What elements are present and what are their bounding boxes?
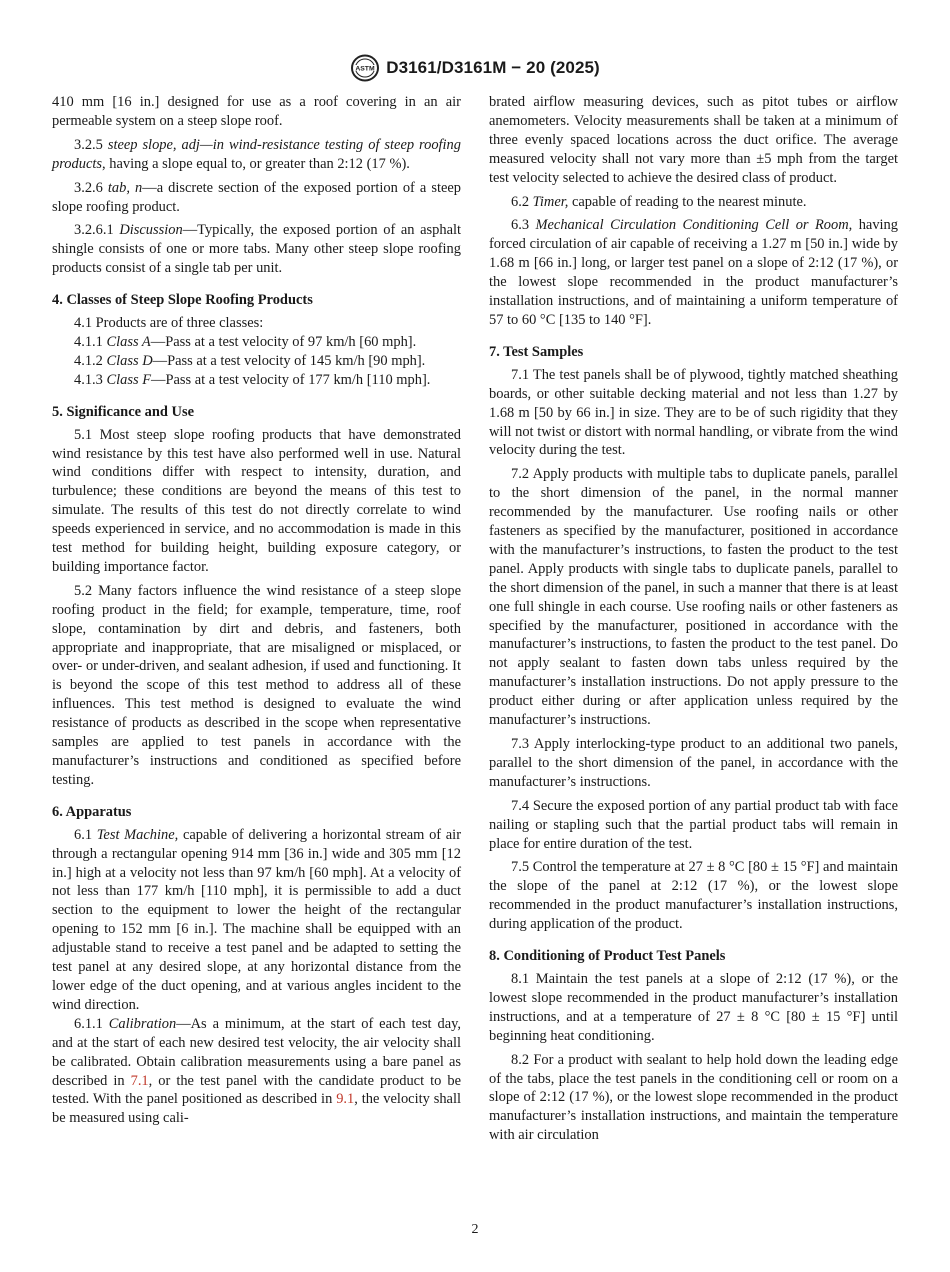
paragraph-8-1: 8.1 Maintain the test panels at a slope of 2:12 (17 %), or the lowest slope recommended in the product manufacturer’s installation instructions, and at a temperature of 27 ± 8 °C [80 ± 15 °F] until beginning heat conditioning.	[489, 970, 898, 1044]
astm-logo-icon	[350, 54, 380, 82]
paragraph-7-4: 7.4 Secure the exposed portion of any partial product tab with face nailing or stapling such that the partial product tabs will remain in place for entire duration of the test.	[489, 797, 898, 852]
paragraph-3-2-5: 3.2.5 steep slope, adj—in wind-resistance testing of steep roofing products, having a slope equal to, or greater than 2:12 (17 %).	[52, 136, 461, 172]
svg-text:ASTM: ASTM	[355, 65, 375, 73]
paragraph-continued: brated airflow measuring devices, such as pitot tubes or airflow anemometers. Velocity measurements shall be taken at a minimum of three evenly spaced locations across the duct orifice. The average measured velocity shall not vary more than ±5 mph from the target test velocity selected to achieve the desired class of product.	[489, 94, 898, 186]
page-header	[0, 54, 950, 87]
left-column	[52, 93, 461, 1133]
section-heading-5: 5. Significance and Use	[52, 403, 194, 420]
paragraph-3-2-6-1: 3.2.6.1 Discussion—Typically, the exposed portion of an asphalt shingle consists of one or more tabs. Many other steep slope roofing products consist of a single tab per unit.	[52, 222, 461, 277]
paragraph-7-1: 7.1 The test panels shall be of plywood, tightly matched sheathing boards, or other suitable decking material and not less than 1.27 by 1.68 m [50 by 66 in.] in size. They are to be of such rigidity that they will not twist or distort with normal handling, or vibrate from the wind velocity during the test.	[489, 366, 898, 459]
paragraph-6-1-1: 6.1.1 Calibration—As a minimum, at the start of each test day, and at the start of each new desired test velocity, the air velocity shall be calibrated. Obtain calibration measurements using a bare panel as described in 7.1, or the test panel with the candidate product to be tested. With the panel positioned as described in 9.1, the velocity shall be measured using cali-	[52, 1015, 461, 1127]
page-number: 2	[471, 1222, 479, 1237]
right-column	[489, 93, 898, 1150]
paragraph-4-1: 4.1 Products are of three classes:	[74, 315, 264, 332]
paragraph-4-1-3: 4.1.3 Class F—Pass at a test velocity of 177 km/h [110 mph].	[74, 371, 431, 388]
paragraph-5-2: 5.2 Many factors influence the wind resistance of a steep slope roofing product in the field; for example, temperature, time, roof slope, contamination by dirt and debris, and fasteners, both appropriate and inappropriate, that are misaligned or misplaced, or over- or under-driven, and sealant adhesion, if used and functioning. It is beyond the scope of this test method to address all of these influences. This test method is designed to evaluate the wind resistance of products as described in the scope when representative samples are applied to test panels in accordance with the manufacturer’s instructions and conditioned as specified before testing.	[52, 582, 461, 788]
paragraph-3-2-6: 3.2.6 tab, n—a discrete section of the exposed portion of a steep slope roofing product.	[52, 179, 462, 215]
paragraph-5-1: 5.1 Most steep slope roofing products that have demonstrated wind resistance by this test have also performed well in use. Natural wind conditions differ with respect to intensity, duration, and turbulence; these conditions are beyond the means of this test to simulate. The results of this test do not directly correlate to wind speeds experienced in service, and no accommodation is made in this test method for building height, building exposure category, or building importance factor.	[52, 426, 461, 575]
section-heading-4: 4. Classes of Steep Slope Roofing Products	[52, 292, 313, 309]
section-heading-7: 7. Test Samples	[489, 343, 584, 360]
paragraph-8-2: 8.2 For a product with sealant to help hold down the leading edge of the tabs, place the test panels in the conditioning cell or room on a slope of 2:12 (17 %), or the lowest slope recommended in the product manufacturer’s installation instructions, and maintain the temperature with air circulation	[489, 1051, 898, 1144]
paragraph-4-1-1: 4.1.1 Class A—Pass at a test velocity of 97 km/h [60 mph].	[74, 333, 417, 350]
paragraph-4-1-2: 4.1.2 Class D—Pass at a test velocity of 145 km/h [90 mph].	[74, 352, 426, 369]
paragraph-6-2: 6.2 Timer, capable of reading to the nearest minute.	[511, 193, 807, 210]
reference-link-9-1[interactable]: 9.1	[336, 1091, 355, 1108]
paragraph-continued: 410 mm [16 in.] designed for use as a roof covering in an air permeable system on a steep slope roof.	[52, 94, 461, 129]
paragraph-6-3: 6.3 Mechanical Circulation Conditioning Cell or Room, having forced circulation of air capable of receiving a 1.27 m [50 in.] wide by 1.68 m [66 in.] long, or larger test panel on a slope of 2:12 (17 %), or the lowest slope recommended in the product manufacturer’s installation instructions, and of maintaining a uniform temperature of 57 to 60 °C [135 to 140 °F].	[489, 217, 898, 328]
reference-link-7-1[interactable]: 7.1	[130, 1072, 149, 1089]
paragraph-7-2: 7.2 Apply products with multiple tabs to duplicate panels, parallel to the short dimension of the panel, in the normal manner recommended by the manufacturer. Use roofing nails or other fasteners as specified by the manufacturer, positioned in accordance with the manufacturer’s instructions, to fasten the product to the test panel. Apply products with single tabs to duplicate panels, parallel to the short dimension of the panel, in such a manner that there is at least one full shingle in each course. Use roofing nails or other fasteners as specified by the manufacturer, positioned in accordance with the manufacturer’s instructions, to fasten the product to the test panel. Do not apply sealant to fasten down tabs unless required by the manufacturer’s installation instructions. Do not apply pressure to the product either during or after application unless required by the manufacturer’s instructions.	[489, 466, 898, 729]
section-heading-6: 6. Apparatus	[52, 803, 132, 820]
paragraph-6-1: 6.1 Test Machine, capable of delivering a horizontal stream of air through a rectangular opening 914 mm [36 in.] wide and 305 mm [12 in.] high at a velocity not less than 97 km/h [60 mph]. At a velocity of not less than 177 km/h [110 mph], it is permissible to add a duct section to the equipment to lower the height of the rectangular opening to 152 mm [6 in.]. The machine shall be equipped with an adjustable stand to receive a test panel and be adapted to setting the test panel at any desired slope, at any horizontal distance from the lower edge of the duct opening, and at various angles incident to the wind direction.	[52, 826, 461, 1013]
paragraph-7-3: 7.3 Apply interlocking-type product to an additional two panels, parallel to the short dimension of the panel, in accordance with the manufacturer’s instructions.	[489, 736, 898, 790]
section-heading-8: 8. Conditioning of Product Test Panels	[489, 948, 726, 965]
document-code: D3161/D3161M − 20 (2025)	[386, 58, 600, 77]
paragraph-7-5: 7.5 Control the temperature at 27 ± 8 °C [80 ± 15 °F] and maintain the slope of the panel at 2:12 (17 %), or the lowest slope recommended in the product manufacturer’s installation instructions, during application of the product.	[489, 859, 898, 933]
